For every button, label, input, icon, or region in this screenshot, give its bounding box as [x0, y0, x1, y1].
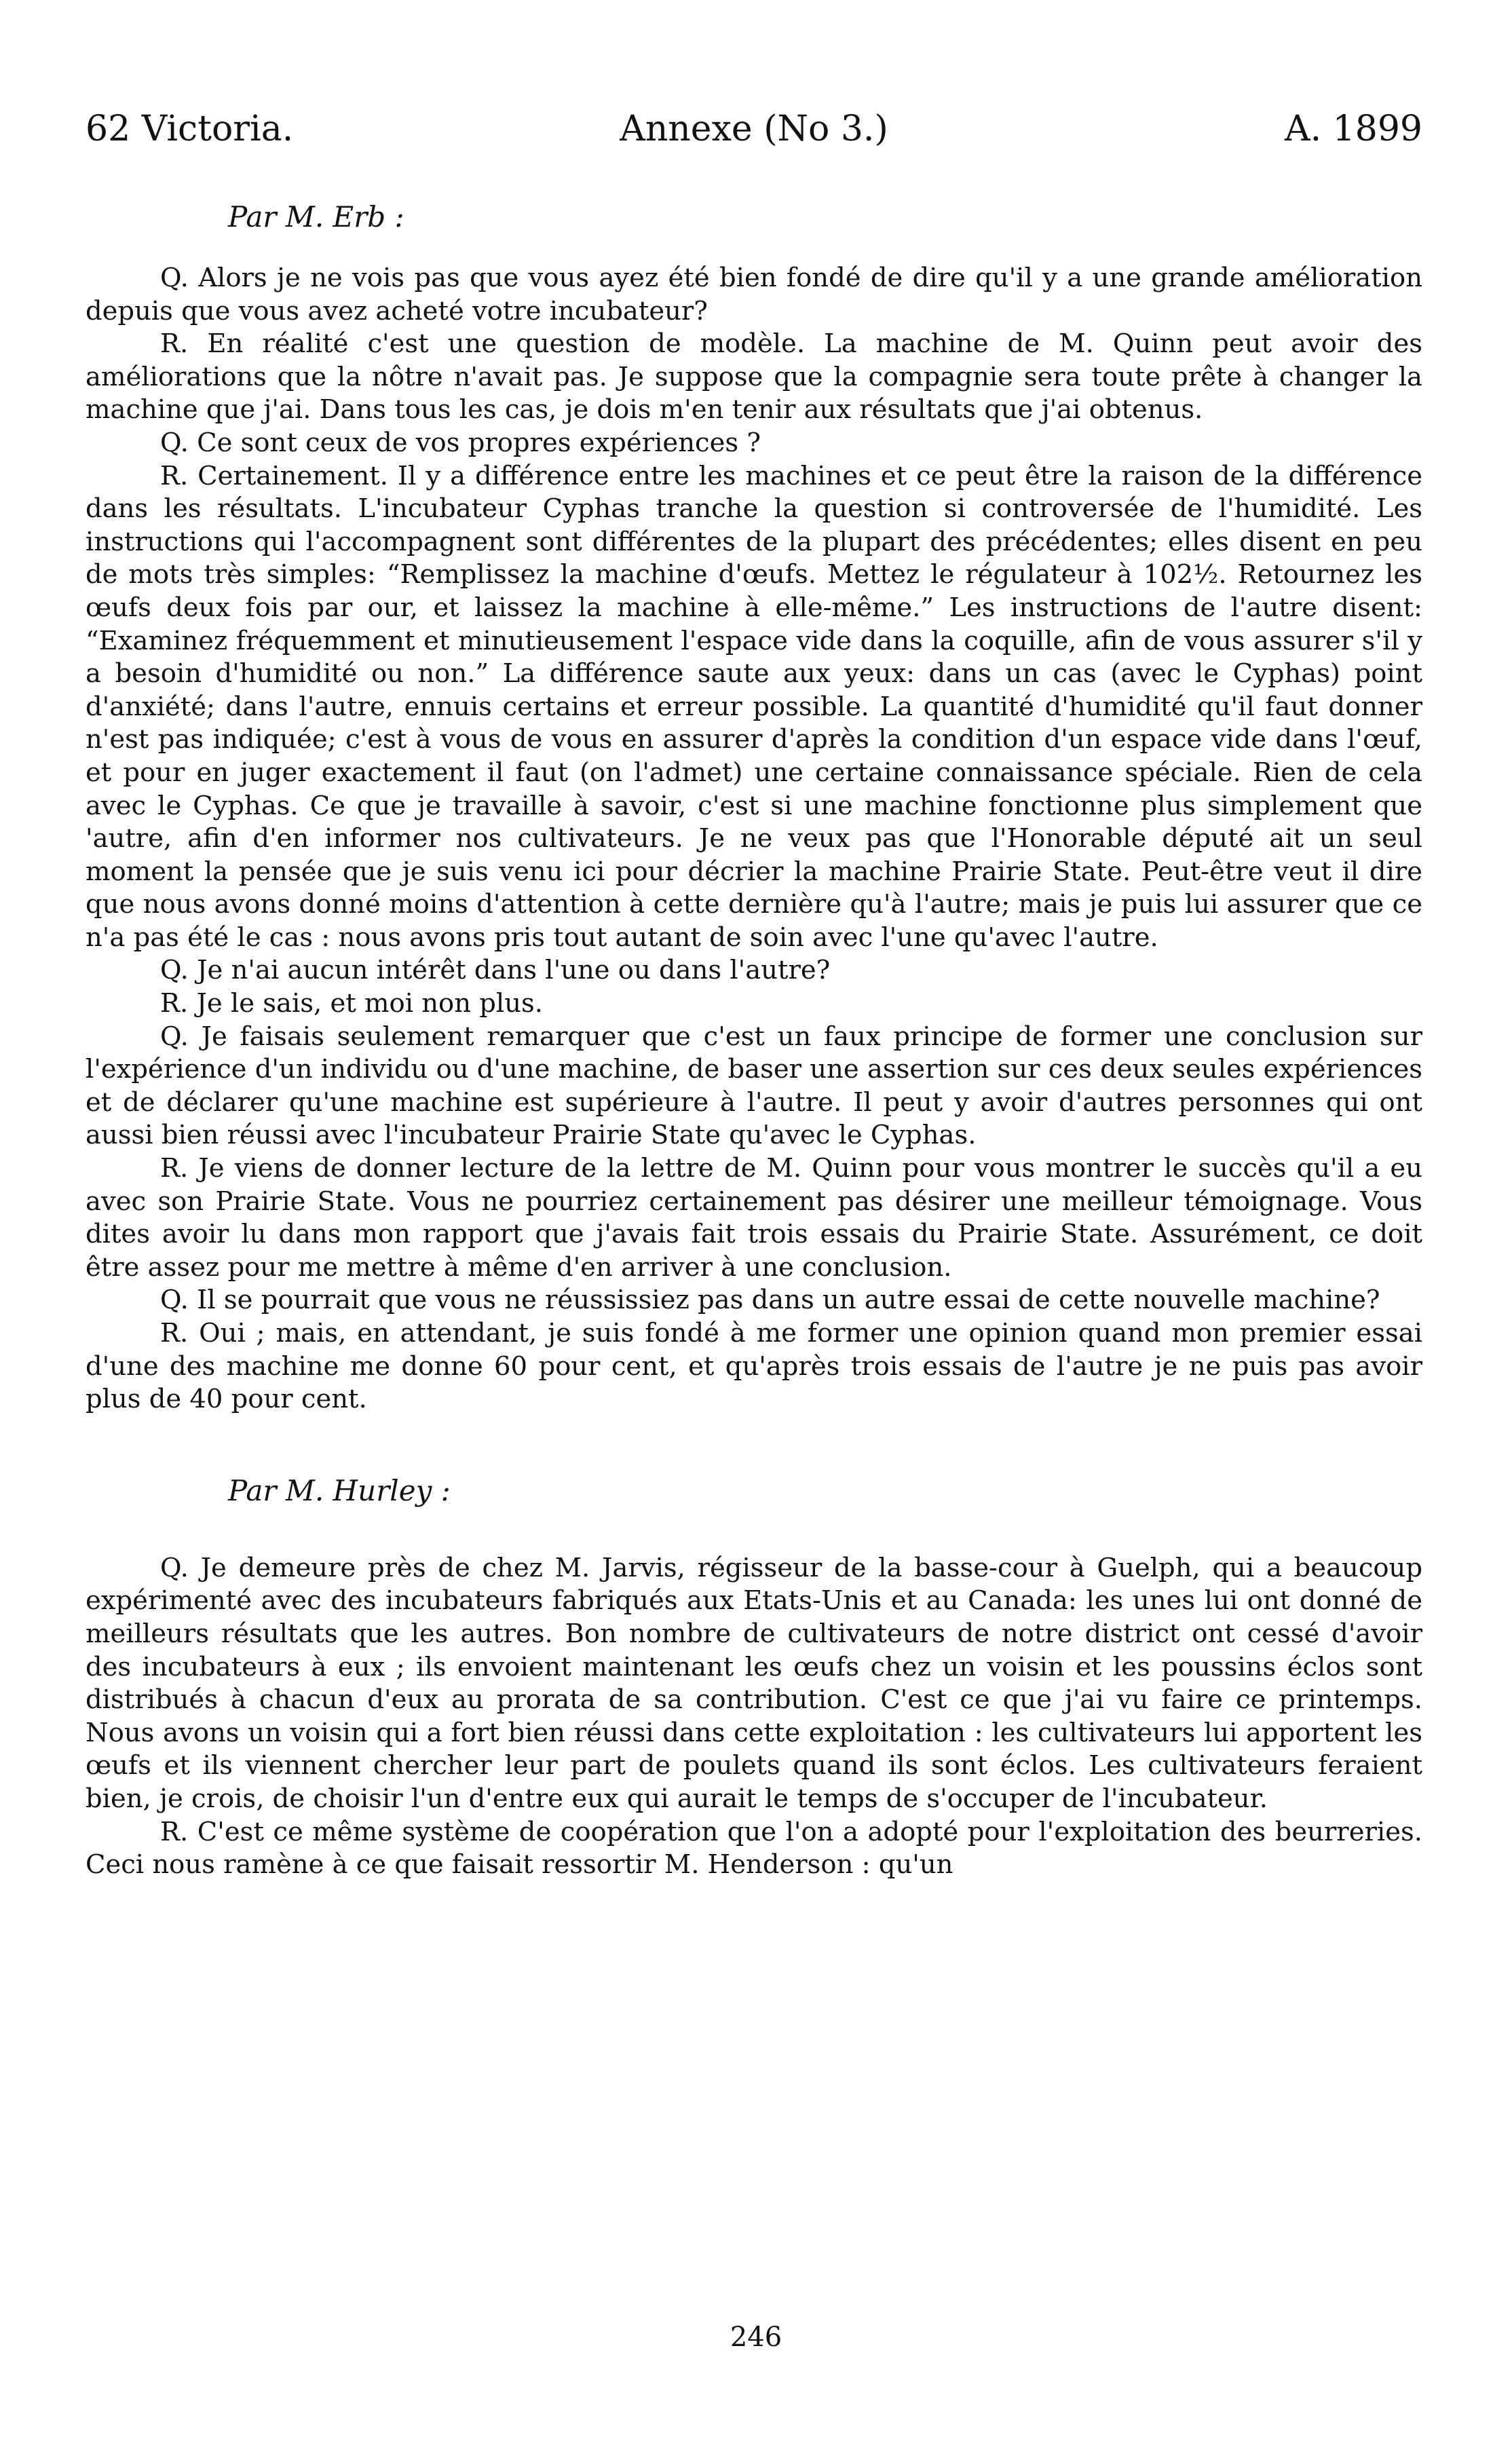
header-annex: Annexe (No 3.) [620, 109, 888, 149]
header-volume: 62 Victoria. [86, 109, 294, 149]
paragraph: R. Certainement. Il y a différence entre les machines et ce peut être la raison de la différence dans les résultats. L'incubateur Cyphas tranche la question si controversée de l'humidité. Les instructions qui l'accompagnent sont différentes de la plupart des précédentes; elles disent en peu de mots très simples: “Remplissez la machine d'œufs. Mettez le régulateur à 102½. Retournez les œufs deux fois par our, et laissez la machine à elle-même.” Les instructions de l'autre disent: “Examinez fréquemment et minutieusement l'espace vide dans la coquille, afin de vous assurer s'il y a besoin d'humidité ou non.” La différence saute aux yeux: dans un cas (avec le Cyphas) point d'anxiété; dans l'autre, ennuis certains et erreur possible. La quantité d'humidité qu'il faut donner n'est pas indiquée; c'est à vous de vous en assurer d'après la condition d'un espace vide dans l'œuf, et pour en juger exactement il faut (on l'admet) une certaine connaissance spéciale. Rien de cela avec le Cyphas. Ce que je travaille à savoir, c'est si une machine fonctionne plus simplement que 'autre, afin d'en informer nos cultivateurs. Je ne veux pas que l'Honorable député ait un seul moment la pensée que je suis venu ici pour décrier la machine Prairie State. Peut-être veut il dire que nous avons donné moins d'attention à cette dernière qu'à l'autre; mais je puis lui assurer que ce n'a pas été le cas : nous avons pris tout autant de soin avec l'une qu'avec l'autre. [86, 460, 1422, 953]
speaker-heading-erb: Par M. Erb : [228, 200, 404, 233]
paragraph: Q. Alors je ne vois pas que vous ayez été bien fondé de dire qu'il y a une grande amélioration depuis que vous avez acheté votre incubateur? [86, 263, 1422, 326]
page-header [86, 102, 1422, 156]
paragraph: Q. Je faisais seulement remarquer que c'est un faux principe de former une conclusion sur l'expérience d'un individu ou d'une machine, de baser une assertion sur ces deux seules expériences et de déclarer qu'une machine est supérieure à l'autre. Il peut y avoir d'autres personnes qui ont aussi bien réussi avec l'incubateur Prairie State qu'avec le Cyphas. [86, 1021, 1423, 1151]
paragraph: R. Oui ; mais, en attendant, je suis fondé à me former une opinion quand mon premier essai d'une des machine me donne 60 pour cent, et qu'après trois essais de l'autre je ne puis pas avoir plus de 40 pour cent. [86, 1318, 1422, 1415]
paragraph: R. Je viens de donner lecture de la lettre de M. Quinn pour vous montrer le succès qu'il a eu avec son Prairie State. Vous ne pourriez certainement pas désirer une meilleur témoignage. Vous dites avoir lu dans mon rapport que j'avais fait trois essais du Prairie State. Assurément, ce doit être assez pour me mettre à même d'en arriver à une conclusion. [86, 1153, 1422, 1283]
header-year: A. 1899 [1285, 109, 1422, 149]
page-body [86, 197, 1422, 1882]
speaker-heading-hurley: Par M. Hurley : [228, 1473, 451, 1507]
page-number: 246 [730, 2322, 782, 2353]
paragraph: Q. Je n'ai aucun intérêt dans l'une ou dans l'autre? [160, 955, 831, 986]
paragraph: Q. Ce sont ceux de vos propres expériences ? [160, 427, 761, 458]
paragraph: R. C'est ce même système de coopération que l'on a adopté pour l'exploitation des beurreries. Ceci nous ramène à ce que faisait ressortir M. Henderson : qu'un [86, 1816, 1422, 1881]
paragraph: Q. Il se pourrait que vous ne réussissiez pas dans un autre essai de cette nouvelle machine? [160, 1285, 1380, 1316]
paragraph: R. En réalité c'est une question de modèle. La machine de M. Quinn peut avoir des améliorations que la nôtre n'avait pas. Je suppose que la compagnie sera toute prête à changer la machine que j'ai. Dans tous les cas, je dois m'en tenir aux résultats que j'ai obtenus. [86, 328, 1422, 426]
paragraph: R. Je le sais, et moi non plus. [160, 988, 544, 1019]
paragraph: Q. Je demeure près de chez M. Jarvis, régisseur de la basse-cour à Guelph, qui a beaucoup expérimenté avec des incubateurs fabriqués aux Etats-Unis et au Canada: les unes lui ont donné de meilleurs résultats que les autres. Bon nombre de cultivateurs de notre district ont cessé d'avoir des incubateurs à eux ; ils envoient maintenant les œufs chez un voisin et les poussins éclos sont distribués à chacun d'eux au prorata de sa contribution. C'est ce que j'ai vu faire ce printemps. Nous avons un voisin qui a fort bien réussi dans cette exploitation : les cultivateurs lui apportent les œufs et ils viennent chercher leur part de poulets quand ils sont éclos. Les cultivateurs feraient bien, je crois, de choisir l'un d'entre eux qui aurait le temps de s'occuper de l'incubateur. [86, 1552, 1422, 1814]
